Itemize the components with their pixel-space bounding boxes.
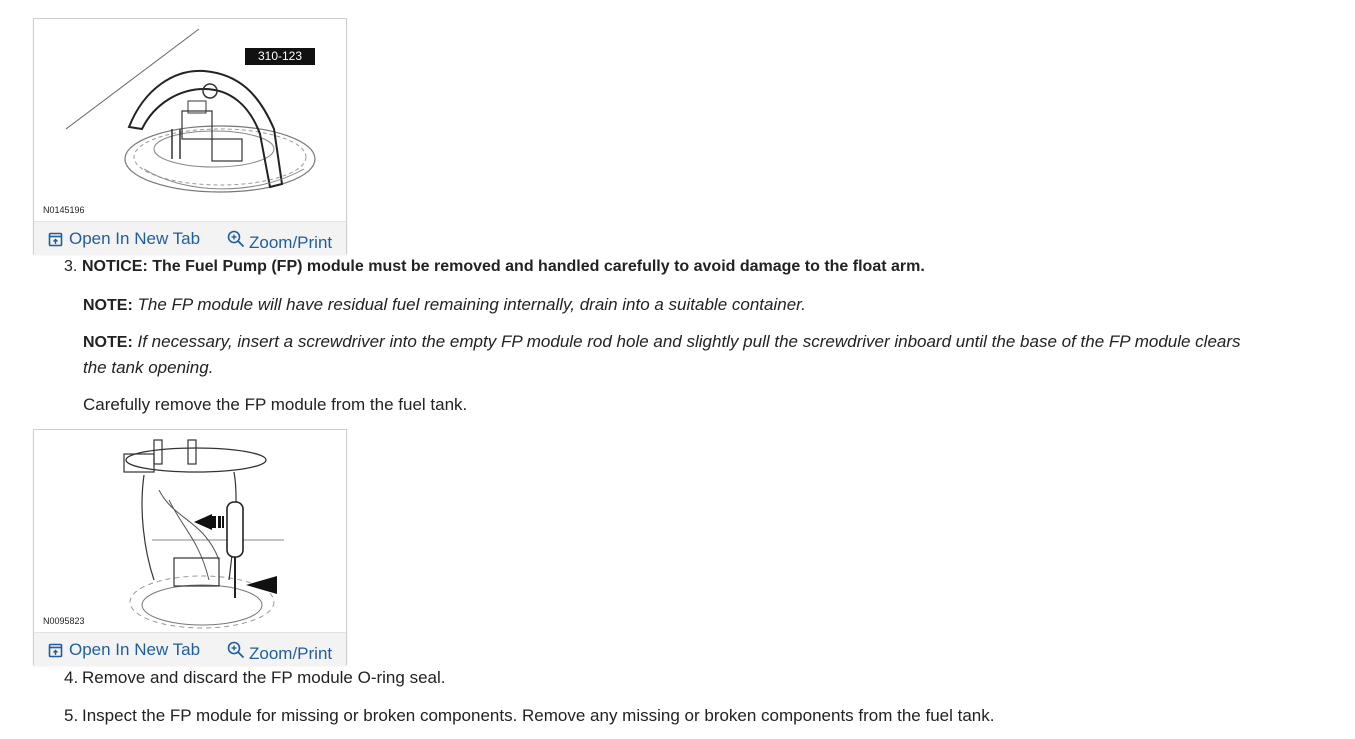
note-text: The FP module will have residual fuel remaining internally, drain into a suitable container.	[137, 295, 806, 314]
zoom-magnifier-icon	[227, 230, 245, 248]
notice-text: NOTICE: The Fuel Pump (FP) module must be removed and handled carefully to avoid damage to the float arm.	[82, 258, 925, 275]
note-label: NOTE:	[83, 297, 133, 314]
note-1	[83, 292, 1263, 318]
step-number: 3.	[64, 258, 78, 275]
note-label: NOTE:	[83, 334, 133, 351]
figure-action-bar	[34, 221, 346, 255]
open-in-new-tab-label: Open In New Tab	[69, 229, 201, 248]
open-in-new-tab-link[interactable]	[48, 229, 200, 249]
zoom-print-label: Zoom/Print	[249, 233, 333, 252]
open-in-new-tab-icon	[48, 643, 63, 658]
figure-action-bar	[34, 632, 346, 666]
step-text: Inspect the FP module for missing or broken components. Remove any missing or broken components from the fuel tank.	[82, 706, 995, 725]
step-3-notice	[64, 257, 925, 277]
open-in-new-tab-icon	[48, 232, 63, 247]
step-3-instruction: Carefully remove the FP module from the fuel tank.	[83, 395, 468, 414]
tool-number-badge: 310-123	[245, 48, 315, 65]
note-2	[83, 329, 1263, 380]
step-4	[64, 668, 445, 688]
fp-module-removal-illustration	[34, 430, 346, 630]
note-text: If necessary, insert a screwdriver into the empty FP module rod hole and slightly pull the screwdriver inboard until the base of the FP module clears the tank opening.	[83, 332, 1241, 377]
open-in-new-tab-label: Open In New Tab	[69, 640, 201, 659]
figure-fp-module-removal	[33, 429, 347, 665]
step-text: Remove and discard the FP module O-ring seal.	[82, 668, 446, 687]
zoom-magnifier-icon	[227, 641, 245, 659]
figure-id: N0095823	[43, 616, 85, 626]
zoom-print-link[interactable]	[227, 636, 332, 664]
zoom-print-link[interactable]	[227, 225, 332, 253]
step-number: 4.	[64, 668, 79, 687]
step-5	[64, 706, 994, 726]
figure-tool-310-123	[33, 18, 347, 254]
open-in-new-tab-link[interactable]	[48, 640, 200, 660]
cut-off-text-line	[70, 0, 590, 2]
step-number: 5.	[64, 706, 79, 725]
zoom-print-label: Zoom/Print	[249, 644, 333, 663]
figure-id: N0145196	[43, 205, 85, 215]
